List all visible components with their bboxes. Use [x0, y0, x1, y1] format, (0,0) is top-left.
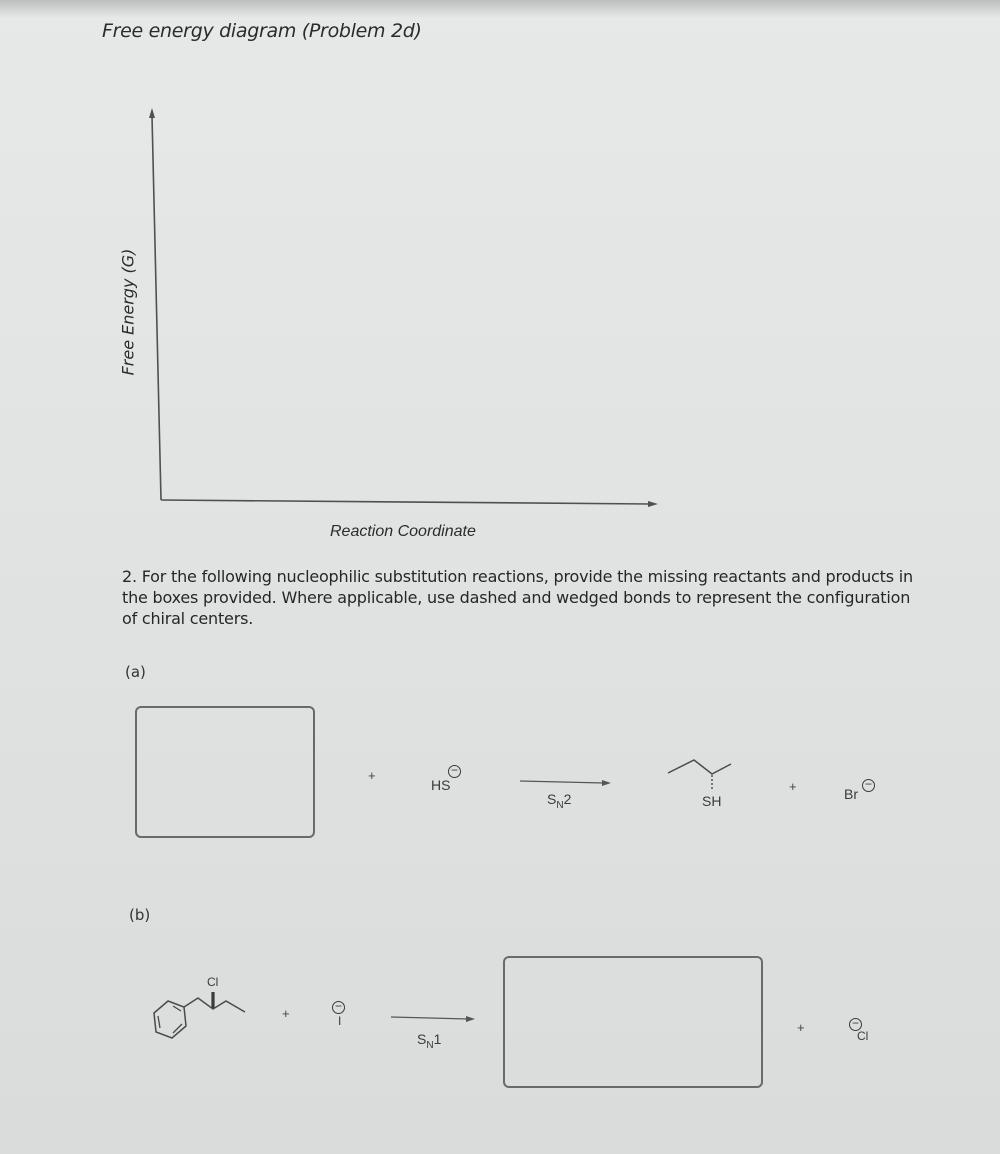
part-a-nucleophile-charge: − — [448, 765, 461, 778]
part-b-reaction-arrow — [391, 1017, 468, 1019]
x-axis-label: Reaction Coordinate — [330, 523, 476, 540]
part-a-product-skeleton — [668, 760, 731, 774]
part-a-nucleophile: HS — [431, 777, 451, 793]
part-b-label: (b) — [129, 906, 151, 924]
part-b-nucleophile: I — [338, 1014, 342, 1028]
part-b-arrow-label: $S_N1$ — [417, 1031, 442, 1051]
part-a-arrow-label: $S_N2$ — [547, 791, 572, 811]
part-a-leaving-group: Br — [844, 786, 858, 802]
diagram-title: Free energy diagram (Problem 2d) — [102, 20, 422, 42]
part-a-plus-2: + — [789, 779, 797, 794]
part-a-reaction-arrow — [520, 781, 604, 783]
part-b-leaving-group-charge: − — [849, 1018, 862, 1031]
part-a-label: (a) — [125, 663, 146, 681]
part-b-plus-2: + — [797, 1020, 805, 1035]
part-a-plus-1: + — [368, 768, 376, 783]
question-text: 2. For the following nucleophilic substitution reactions, provide the missing reactants and products in the boxes provided. Where applicable, use dashed and wedged bonds to represent the configuration of chiral centers. — [122, 567, 913, 628]
part-a-product-group: SH — [702, 793, 722, 809]
part-b-ring-double-bond-3 — [158, 1016, 160, 1028]
part-a-leaving-group-charge: − — [862, 779, 875, 792]
part-b-ring-double-bond-1 — [173, 1006, 181, 1011]
part-b-plus-1: + — [282, 1006, 290, 1021]
part-b-ring-double-bond-2 — [173, 1024, 182, 1033]
part-b-arrowhead — [466, 1016, 475, 1022]
part-b-nucleophile-charge: − — [332, 1001, 345, 1014]
part-b-leaving-group: Cl — [857, 1029, 869, 1043]
part-b-substituent: Cl — [207, 975, 219, 989]
part-b-product-box[interactable] — [503, 956, 763, 1088]
y-axis-label: Free Energy (G) — [118, 248, 138, 376]
part-a-arrowhead — [602, 780, 611, 786]
